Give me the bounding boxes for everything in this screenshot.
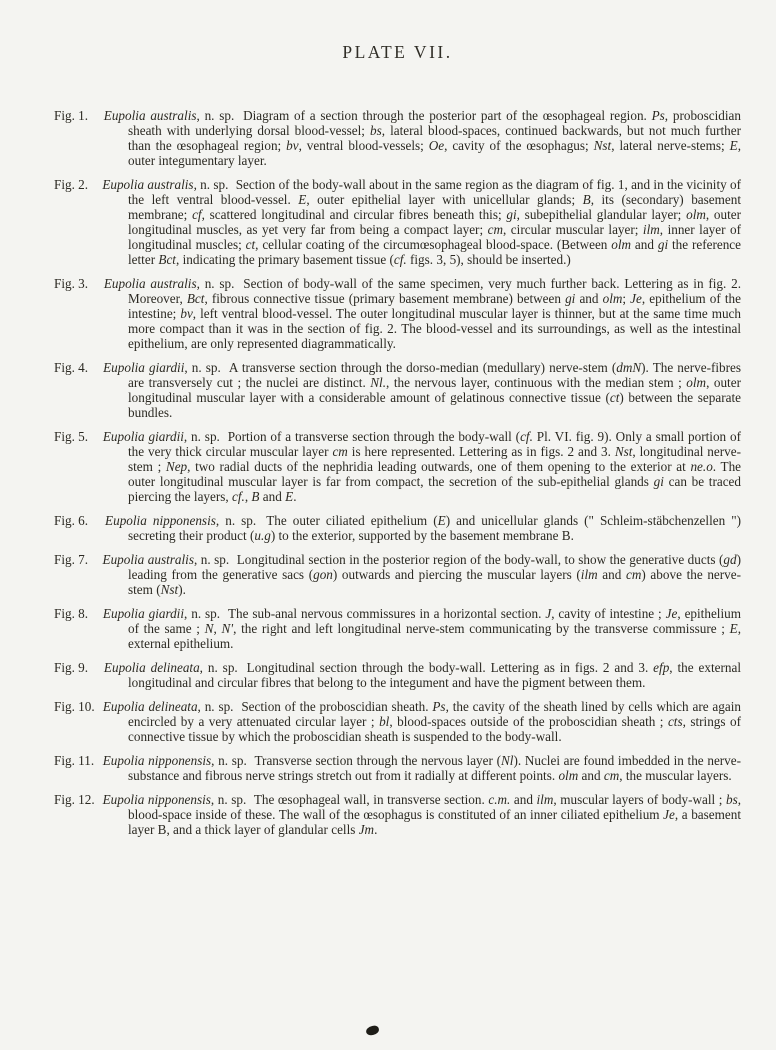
figure-species-name: Eupolia nipponensis, n. sp. xyxy=(102,753,247,768)
figure-description: Diagram of a section through the posterior part of the œsophageal region. Ps, proboscidian sheath with underlying dorsal blood-vessel; bs, lateral blood-spaces, continued backwards, but not much further than the œsophageal region; bv, ventral blood-vessels; Oe, cavity of the œsophagus; Nst, lateral nerve-stems; E, outer integumentary layer. xyxy=(128,108,741,168)
figure-entry xyxy=(54,552,741,597)
figure-species-name: Eupolia delineata, n. sp. xyxy=(103,660,238,675)
figure-entry xyxy=(54,699,741,744)
figure-description: The sub-anal nervous commissures in a horizontal section. J, cavity of intestine ; Je, epithelium of the same ; N, N', the right and left longitudinal nerve-stem communicating by the transverse commissure ; E, external epithelium. xyxy=(128,606,742,651)
figure-description: A transverse section through the dorso-median (medullary) nerve-stem (dmN). The nerve-fibres are transversely cut ; the nuclei are distinct. Nl., the nervous layer, continuous with the median stem ; olm, outer longitudinal muscular layer with a considerable amount of gelatinous connective tissue (ct) between the separate bundles. xyxy=(128,360,742,420)
figure-label: Fig. 5. xyxy=(54,429,89,444)
figure-entry xyxy=(54,360,741,420)
figure-entry xyxy=(54,660,741,690)
figure-description: Section of body-wall of the same specimen, very much further back. Lettering as in fig. 2. Moreover, Bct, fibrous connective tissue (primary basement membrane) between gi and olm; Je, epithelium of the intestine; bv, left ventral blood-vessel. The outer longitudinal muscular layer is thinner, but at the same time much more compact than it was in the section of fig. 2. The blood-vessel and its surroundings, as well as the intestinal epithelium, are only represented diagrammatically. xyxy=(128,276,742,351)
figure-entry xyxy=(54,276,741,351)
figure-description: Section of the proboscidian sheath. Ps, the cavity of the sheath lined by cells which are again encircled by a very attenuated circular layer ; bl, blood-spaces outside of the proboscidian sheath ; cts, strings of connective tissue by which the proboscidian sheath is suspended to the body-wall. xyxy=(128,699,741,744)
figure-label: Fig. 7. xyxy=(54,552,89,567)
scan-artifact xyxy=(365,1025,380,1037)
page-title: PLATE VII. xyxy=(342,42,453,62)
figure-description: The œsophageal wall, in transverse section. c.m. and ilm, muscular layers of body-wall ; bs, blood-space inside of these. The wall of the œsophagus is constituted of an inner ciliated epithelium Je, a basement layer B, and a thick layer of glandular cells Jm. xyxy=(128,792,742,837)
figure-entry xyxy=(54,513,741,543)
figure-label: Fig. 3. xyxy=(54,276,89,291)
figure-description: Section of the body-wall about in the same region as the diagram of fig. 1, and in the vicinity of the left ventral blood-vessel. E, outer epithelial layer with unicellular glands; B, its (secondary) basement membrane; cf, scattered longitudinal and circular fibres beneath this; gi, subepithelial glandular layer; olm, outer longitudinal muscles, as yet very far from being a compact layer; cm, circular muscular layer; ilm, inner layer of longitudinal muscles; ct, cellular coating of the circumœsophageal blood-space. (Between olm and gi the reference letter Bct, indicating the primary basement tissue (cf. figs. 3, 5), should be inserted.) xyxy=(128,177,742,267)
figure-species-name: Eupolia australis, n. sp. xyxy=(103,108,235,123)
figure-label: Fig. 9. xyxy=(54,660,89,675)
figure-species-name: Eupolia nipponensis, n. sp. xyxy=(102,792,247,807)
figure-label: Fig. 1. xyxy=(54,108,89,123)
figure-description: Longitudinal section in the posterior region of the body-wall, to show the generative ducts (gd) leading from the generative sacs (gon) outwards and piercing the muscular layers (ilm and cm) above the nerve-stem (Nst). xyxy=(128,552,742,597)
figure-species-name: Eupolia nipponensis, n. sp. xyxy=(105,513,257,528)
figure-list xyxy=(54,108,741,837)
figure-label: Fig. 2. xyxy=(54,177,89,192)
figure-entry xyxy=(54,753,741,783)
figure-species-name: Eupolia giardii, n. sp. xyxy=(102,429,220,444)
figure-entry xyxy=(54,177,741,267)
figure-label: Fig. 6. xyxy=(54,513,89,528)
figure-description: Transverse section through the nervous layer (Nl). Nuclei are found imbedded in the nerve-substance and fibrous nerve strings stretch out from it radially at different points. olm and cm, the muscular layers. xyxy=(128,753,742,783)
figure-description: Longitudinal section through the body-wall. Lettering as in figs. 2 and 3. efp, the external longitudinal and circular fibres that belong to the integument and have the pigment between them. xyxy=(128,660,741,690)
figure-entry xyxy=(54,606,741,651)
figure-species-name: Eupolia delineata, n. sp. xyxy=(102,699,234,714)
figure-entry xyxy=(54,108,741,168)
figure-entry xyxy=(54,792,741,837)
figure-species-name: Eupolia giardii, n. sp. xyxy=(103,360,221,375)
figure-label: Fig. 11. xyxy=(54,753,95,768)
figure-species-name: Eupolia giardii, n. sp. xyxy=(102,606,221,621)
figure-description: The outer ciliated epithelium (E) and unicellular glands (" Schleim-stäbchenzellen ") secreting their product (u.g) to the exterior, supported by the basement membrane B. xyxy=(128,513,741,543)
figure-description: Portion of a transverse section through the body-wall (cf. Pl. VI. fig. 9). Only a small portion of the very thick circular muscular layer cm is here represented. Lettering as in figs. 2 and 3. Nst, longitudinal nerve-stem ; Nep, two radial ducts of the nephridia leading outwards, one of them opening to the exterior at ne.o. The outer longitudinal muscular layer is far from compact, the secretion of the sub-epithelial glands gi can be traced piercing the layers, cf., B and E. xyxy=(128,429,742,504)
figure-label: Fig. 12. xyxy=(54,792,95,807)
figure-species-name: Eupolia australis, n. sp. xyxy=(103,276,235,291)
figure-entry xyxy=(54,429,741,504)
figure-label: Fig. 8. xyxy=(54,606,89,621)
figure-species-name: Eupolia australis, n. sp. xyxy=(102,552,230,567)
figure-label: Fig. 10. xyxy=(54,699,95,714)
figure-label: Fig. 4. xyxy=(54,360,89,375)
figure-species-name: Eupolia australis, n. sp. xyxy=(102,177,229,192)
